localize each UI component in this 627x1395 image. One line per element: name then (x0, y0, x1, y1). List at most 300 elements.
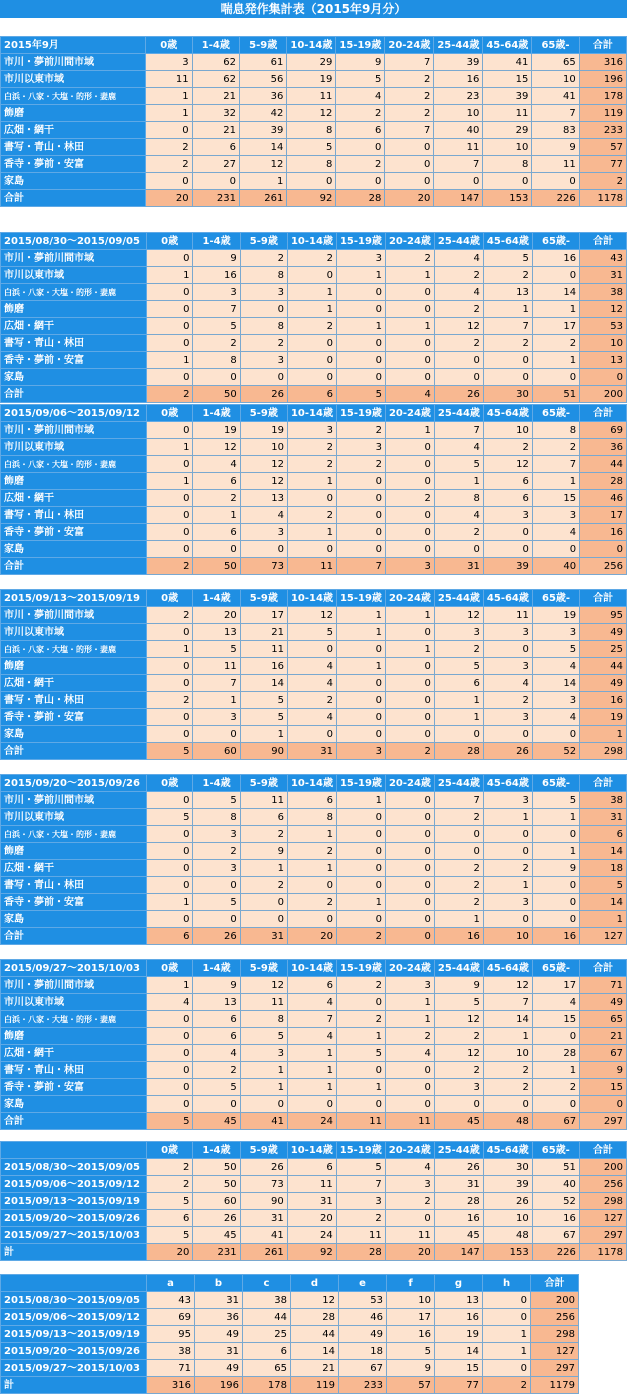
age-header: 15-19歳 (336, 233, 385, 250)
value-cell: 7 (385, 54, 434, 71)
value-cell: 0 (483, 1360, 531, 1377)
value-cell: 12 (287, 607, 336, 624)
week-label: 計 (1, 1244, 147, 1261)
value-cell: 0 (146, 318, 193, 335)
value-cell: 2 (483, 439, 532, 456)
value-cell: 0 (287, 877, 336, 894)
value-cell: 2 (434, 860, 483, 877)
value-cell: 45 (434, 1227, 483, 1244)
value-cell: 1 (287, 473, 336, 490)
value-cell: 0 (287, 490, 336, 507)
value-cell: 2 (434, 1028, 483, 1045)
area-label: 広畑・網干 (1, 490, 147, 507)
value-cell: 4 (434, 439, 483, 456)
value-cell: 2 (483, 692, 532, 709)
value-cell: 24 (287, 1113, 336, 1130)
value-cell: 0 (336, 139, 385, 156)
value-cell: 5 (532, 641, 579, 658)
area-label: 家島 (1, 911, 147, 928)
table-row (1, 1343, 579, 1360)
value-cell: 1 (483, 301, 532, 318)
value-cell: 3 (532, 692, 579, 709)
value-cell: 0 (434, 369, 483, 386)
value-cell: 3 (193, 284, 240, 301)
total-row (1, 928, 627, 945)
table-row (1, 658, 627, 675)
value-cell: 3 (434, 624, 483, 641)
value-cell: 200 (579, 1159, 626, 1176)
value-cell: 10 (483, 928, 532, 945)
age-header: 10-14歳 (287, 37, 336, 54)
table-row (1, 456, 627, 473)
value-cell: 0 (146, 524, 193, 541)
value-cell: 12 (483, 456, 532, 473)
age-header: 1-4歳 (193, 233, 240, 250)
age-header: 合計 (580, 405, 627, 422)
value-cell: 10 (483, 422, 532, 439)
value-cell: 3 (385, 558, 434, 575)
value-cell: 4 (385, 1045, 434, 1062)
area-label: 市川・夢前川間市域 (1, 977, 147, 994)
value-cell: 9 (240, 843, 287, 860)
row-total-cell: 25 (580, 641, 627, 658)
table-row (1, 318, 627, 335)
value-cell: 0 (336, 809, 385, 826)
table-row (1, 88, 627, 105)
age-header: 65歳- (532, 960, 579, 977)
row-total-cell: 196 (579, 71, 626, 88)
age-header: 15-19歳 (336, 960, 385, 977)
area-label: 白浜・八家・大塩・的形・妻鹿 (1, 641, 147, 658)
value-cell: 0 (483, 726, 532, 743)
header-row (1, 590, 627, 607)
value-cell: 4 (336, 88, 385, 105)
age-header: 10-14歳 (287, 233, 336, 250)
header-row (1, 37, 627, 54)
value-cell: 13 (193, 624, 240, 641)
value-cell: 316 (147, 1377, 195, 1394)
header-row (1, 233, 627, 250)
value-cell: 26 (193, 1210, 240, 1227)
value-cell: 6 (192, 139, 239, 156)
value-cell: 2 (240, 826, 287, 843)
row-total-cell: 14 (580, 894, 627, 911)
area-label: 家島 (1, 726, 147, 743)
value-cell: 11 (434, 139, 483, 156)
value-cell: 62 (192, 54, 239, 71)
value-cell: 3 (336, 1193, 385, 1210)
value-cell: 0 (385, 726, 434, 743)
value-cell: 0 (385, 156, 434, 173)
value-cell: 5 (193, 318, 240, 335)
value-cell: 2 (146, 692, 193, 709)
value-cell: 2 (434, 267, 483, 284)
table-row (1, 352, 627, 369)
value-cell: 2 (193, 335, 240, 352)
period-table (0, 959, 627, 1130)
value-cell: 8 (434, 490, 483, 507)
value-cell: 21 (192, 88, 239, 105)
value-cell: 4 (385, 386, 434, 403)
age-header: 1-4歳 (193, 960, 240, 977)
value-cell: 153 (483, 190, 532, 207)
table-row (1, 1079, 627, 1096)
value-cell: 127 (579, 1210, 626, 1227)
value-cell: 7 (483, 318, 532, 335)
age-header: 45-64歳 (483, 233, 532, 250)
value-cell: 10 (483, 1210, 532, 1227)
value-cell: 11 (336, 1113, 385, 1130)
age-header: 合計 (580, 775, 627, 792)
value-cell: 0 (385, 826, 434, 843)
value-cell: 3 (532, 507, 579, 524)
value-cell: 0 (240, 911, 287, 928)
value-cell: 0 (385, 473, 434, 490)
area-label: 市川・夢前川間市域 (1, 54, 146, 71)
period-table (0, 232, 627, 403)
value-cell: 24 (287, 1227, 336, 1244)
value-cell: 0 (385, 792, 434, 809)
value-cell: 2 (434, 301, 483, 318)
week-label: 2015/09/13～2015/09/19 (1, 1326, 147, 1343)
value-cell: 0 (483, 173, 532, 190)
row-total-cell: 19 (580, 709, 627, 726)
value-cell: 16 (532, 250, 579, 267)
table-row (1, 105, 627, 122)
value-cell: 2 (532, 1079, 579, 1096)
value-cell: 56 (240, 71, 287, 88)
value-cell: 0 (483, 843, 532, 860)
value-cell: 0 (287, 267, 336, 284)
period-label: 2015/08/30～2015/09/05 (1, 233, 147, 250)
value-cell: 3 (145, 54, 192, 71)
value-cell: 12 (434, 318, 483, 335)
value-cell: 3 (483, 792, 532, 809)
value-cell: 48 (483, 1113, 532, 1130)
row-total-cell: 256 (580, 558, 627, 575)
value-cell: 0 (240, 541, 287, 558)
row-total-cell: 43 (580, 250, 627, 267)
value-cell: 10 (483, 139, 532, 156)
value-cell: 77 (435, 1377, 483, 1394)
value-cell: 0 (336, 709, 385, 726)
value-cell: 13 (193, 994, 240, 1011)
value-cell: 2 (146, 386, 193, 403)
value-cell: 17 (532, 977, 579, 994)
value-cell: 5 (240, 709, 287, 726)
value-cell: 1 (193, 692, 240, 709)
age-header: 10-14歳 (287, 960, 336, 977)
value-cell: 233 (339, 1377, 387, 1394)
value-cell: 31 (240, 928, 287, 945)
value-cell: 6 (193, 1028, 240, 1045)
value-cell: 5 (146, 1193, 193, 1210)
value-cell: 6 (287, 1159, 336, 1176)
area-header: 合計 (531, 1275, 579, 1292)
value-cell: 11 (287, 88, 336, 105)
age-header: 10-14歳 (287, 590, 336, 607)
value-cell: 0 (146, 792, 193, 809)
value-cell: 2 (434, 894, 483, 911)
age-header: 0歳 (146, 233, 193, 250)
value-cell: 20 (146, 1244, 193, 1261)
value-cell: 71 (147, 1360, 195, 1377)
value-cell: 2 (483, 1062, 532, 1079)
area-label: 市川以東市域 (1, 809, 147, 826)
value-cell: 2 (385, 743, 434, 760)
table-row (1, 524, 627, 541)
value-cell: 8 (193, 809, 240, 826)
total-row (1, 1113, 627, 1130)
area-label: 合計 (1, 190, 146, 207)
value-cell: 45 (193, 1227, 240, 1244)
area-label: 白浜・八家・大塩・的形・妻鹿 (1, 456, 147, 473)
value-cell: 2 (434, 809, 483, 826)
period-label: 2015/09/13～2015/09/19 (1, 590, 147, 607)
value-cell: 8 (240, 267, 287, 284)
value-cell: 1 (532, 843, 579, 860)
area-header: h (483, 1275, 531, 1292)
age-header: 15-19歳 (336, 405, 385, 422)
value-cell: 0 (336, 877, 385, 894)
value-cell: 0 (385, 894, 434, 911)
value-cell: 11 (385, 1227, 434, 1244)
area-label: 飾磨 (1, 473, 147, 490)
value-cell: 2 (145, 156, 192, 173)
value-cell: 67 (532, 1227, 579, 1244)
row-total-cell: 233 (579, 122, 626, 139)
row-total-cell: 44 (580, 658, 627, 675)
value-cell: 30 (483, 1159, 532, 1176)
value-cell: 0 (385, 173, 434, 190)
value-cell: 0 (336, 911, 385, 928)
table-row (1, 911, 627, 928)
value-cell: 0 (146, 843, 193, 860)
value-cell: 0 (146, 250, 193, 267)
value-cell: 5 (146, 809, 193, 826)
value-cell: 1 (385, 318, 434, 335)
area-label: 書写・青山・林田 (1, 335, 147, 352)
value-cell: 0 (483, 524, 532, 541)
value-cell: 45 (193, 1113, 240, 1130)
value-cell: 49 (339, 1326, 387, 1343)
value-cell: 4 (193, 456, 240, 473)
value-cell: 5 (240, 692, 287, 709)
value-cell: 2 (146, 607, 193, 624)
value-cell: 14 (532, 675, 579, 692)
value-cell: 0 (385, 335, 434, 352)
value-cell: 226 (532, 1244, 579, 1261)
value-cell: 20 (287, 928, 336, 945)
value-cell: 14 (483, 1011, 532, 1028)
value-cell: 1 (145, 105, 192, 122)
value-cell: 16 (434, 71, 483, 88)
value-cell: 41 (532, 88, 579, 105)
age-header: 25-44歳 (434, 405, 483, 422)
value-cell: 2 (483, 1377, 531, 1394)
row-total-cell: 1178 (579, 190, 626, 207)
week-label: 2015/09/20～2015/09/26 (1, 1210, 147, 1227)
age-header: 65歳- (532, 233, 579, 250)
value-cell: 5 (336, 1159, 385, 1176)
value-cell: 5 (483, 250, 532, 267)
value-cell: 1 (385, 1011, 434, 1028)
value-cell: 0 (385, 524, 434, 541)
value-cell: 4 (532, 709, 579, 726)
value-cell: 0 (483, 352, 532, 369)
value-cell: 0 (146, 1096, 193, 1113)
row-total-cell: 1 (580, 726, 627, 743)
value-cell: 2 (434, 335, 483, 352)
area-label: 香寺・夢前・安富 (1, 156, 146, 173)
value-cell: 19 (532, 607, 579, 624)
age-header: 1-4歳 (193, 1142, 240, 1159)
age-header: 0歳 (146, 1142, 193, 1159)
value-cell: 60 (193, 743, 240, 760)
value-cell: 0 (336, 826, 385, 843)
value-cell: 15 (532, 1011, 579, 1028)
value-cell: 6 (287, 386, 336, 403)
value-cell: 0 (385, 877, 434, 894)
value-cell: 3 (483, 709, 532, 726)
value-cell: 16 (434, 1210, 483, 1227)
value-cell: 1 (336, 658, 385, 675)
value-cell: 0 (336, 284, 385, 301)
value-cell: 0 (146, 1011, 193, 1028)
row-total-cell: 44 (580, 456, 627, 473)
value-cell: 90 (240, 743, 287, 760)
value-cell: 1 (146, 894, 193, 911)
value-cell: 12 (240, 977, 287, 994)
value-cell: 5 (336, 386, 385, 403)
period-table (0, 589, 627, 760)
value-cell: 16 (387, 1326, 435, 1343)
value-cell: 11 (287, 1176, 336, 1193)
value-cell: 2 (532, 335, 579, 352)
value-cell: 5 (193, 792, 240, 809)
value-cell: 4 (483, 675, 532, 692)
value-cell: 2 (146, 1176, 193, 1193)
header-row (1, 960, 627, 977)
value-cell: 38 (243, 1292, 291, 1309)
area-label: 家島 (1, 1096, 147, 1113)
value-cell: 44 (291, 1326, 339, 1343)
area-label: 広畑・網干 (1, 675, 147, 692)
value-cell: 0 (146, 877, 193, 894)
value-cell: 8 (483, 156, 532, 173)
value-cell: 31 (195, 1343, 243, 1360)
week-label: 計 (1, 1377, 147, 1394)
value-cell: 28 (434, 743, 483, 760)
value-cell: 3 (240, 1045, 287, 1062)
value-cell: 2 (287, 318, 336, 335)
value-cell: 14 (291, 1343, 339, 1360)
value-cell: 2 (287, 507, 336, 524)
corner-cell (1, 1275, 147, 1292)
age-header: 0歳 (146, 590, 193, 607)
value-cell: 8 (240, 318, 287, 335)
value-cell: 0 (145, 122, 192, 139)
row-total-cell: 0 (580, 1096, 627, 1113)
value-cell: 5 (193, 1079, 240, 1096)
value-cell: 1 (532, 473, 579, 490)
value-cell: 20 (385, 1244, 434, 1261)
value-cell: 2 (483, 860, 532, 877)
period-label: 2015年9月 (1, 37, 146, 54)
value-cell: 1 (434, 692, 483, 709)
row-total-cell: 316 (579, 54, 626, 71)
age-header: 5-9歳 (240, 1142, 287, 1159)
table-row (1, 1326, 579, 1343)
value-cell: 2 (146, 558, 193, 575)
value-cell: 11 (145, 71, 192, 88)
table-row (1, 1360, 579, 1377)
value-cell: 0 (385, 809, 434, 826)
age-header: 合計 (580, 233, 627, 250)
value-cell: 6 (146, 1210, 193, 1227)
value-cell: 53 (339, 1292, 387, 1309)
value-cell: 12 (240, 456, 287, 473)
table-row (1, 726, 627, 743)
area-label: 白浜・八家・大塩・的形・妻鹿 (1, 1011, 147, 1028)
value-cell: 5 (146, 1113, 193, 1130)
area-label: 市川以東市域 (1, 994, 147, 1011)
value-cell: 1 (193, 507, 240, 524)
value-cell: 12 (240, 156, 287, 173)
age-header: 65歳- (532, 775, 579, 792)
age-header: 15-19歳 (336, 775, 385, 792)
value-cell: 0 (385, 284, 434, 301)
value-cell: 0 (336, 173, 385, 190)
value-cell: 0 (192, 173, 239, 190)
value-cell: 2 (434, 524, 483, 541)
value-cell: 20 (287, 1210, 336, 1227)
value-cell: 0 (146, 675, 193, 692)
value-cell: 5 (434, 658, 483, 675)
age-header: 45-64歳 (483, 405, 532, 422)
age-header: 10-14歳 (287, 405, 336, 422)
value-cell: 0 (193, 1096, 240, 1113)
value-cell: 4 (287, 675, 336, 692)
value-cell: 20 (145, 190, 192, 207)
value-cell: 0 (385, 456, 434, 473)
row-total-cell: 1 (580, 911, 627, 928)
value-cell: 0 (146, 826, 193, 843)
age-header: 20-24歳 (385, 37, 434, 54)
age-header: 45-64歳 (483, 775, 532, 792)
period-label: 2015/09/20～2015/09/26 (1, 775, 147, 792)
value-cell: 1 (385, 267, 434, 284)
value-cell: 1 (483, 877, 532, 894)
table-row (1, 1062, 627, 1079)
value-cell: 43 (147, 1292, 195, 1309)
value-cell: 261 (240, 190, 287, 207)
value-cell: 13 (240, 490, 287, 507)
value-cell: 69 (147, 1309, 195, 1326)
value-cell: 0 (146, 369, 193, 386)
row-total-cell: 95 (580, 607, 627, 624)
value-cell: 127 (531, 1343, 579, 1360)
value-cell: 2 (385, 105, 434, 122)
area-label: 広畑・網干 (1, 1045, 147, 1062)
value-cell: 4 (287, 994, 336, 1011)
value-cell: 2 (287, 692, 336, 709)
value-cell: 10 (483, 1045, 532, 1062)
age-header: 合計 (580, 960, 627, 977)
table-row (1, 1011, 627, 1028)
value-cell: 21 (291, 1360, 339, 1377)
row-total-cell: 178 (579, 88, 626, 105)
